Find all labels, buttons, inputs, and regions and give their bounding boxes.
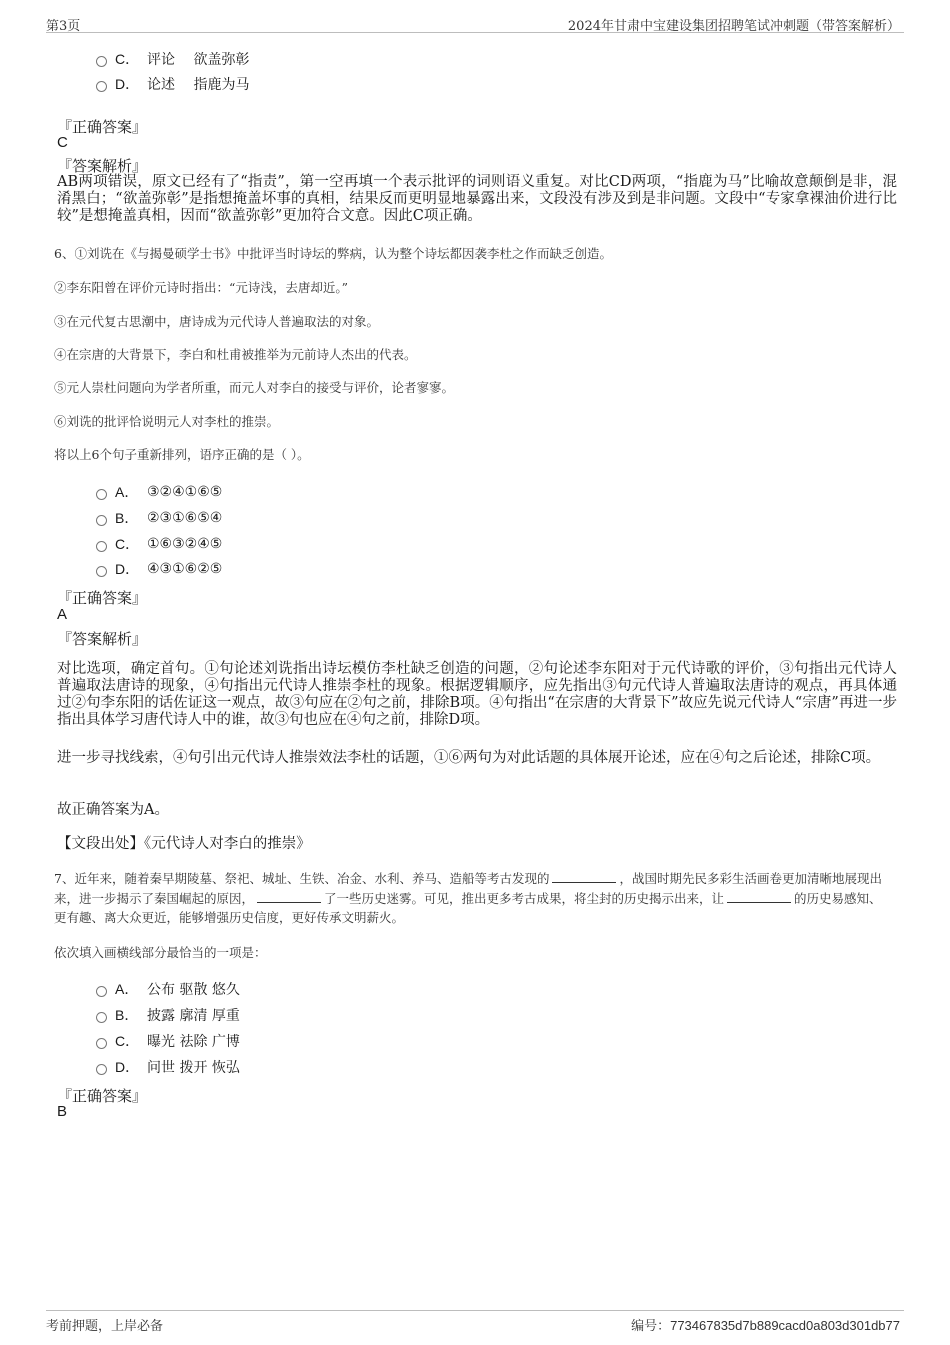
q6-analysis-1: 对比选项，确定首句。①句论述刘诜指出诗坛模仿李杜缺乏创造的问题，②句论述李东阳对于元代诗歌的评价，③句指出元代诗人普遍取法唐诗的现象，④句指出元代诗人推崇李杜的现象。根据逻辑顺序，应先指出③句元代诗人普遍取法唐诗的观点，再具体通过②句李东阳的话佐证这一观点，故③句应在②句之前，排除B项。④句指出“在宗唐的大背景下”故应先说元代诗人“宗唐”再进一步指出具体学习唐代诗人中的谁，故③句也应在④句之前，排除D项。: [57, 661, 897, 728]
radio-icon[interactable]: [96, 541, 107, 552]
q7-prompt: 依次填入画横线部分最恰当的一项是：: [54, 945, 267, 960]
radio-icon[interactable]: [96, 1012, 107, 1023]
footer-slogan: 考前押题，上岸必备: [46, 1319, 164, 1334]
fill-blank-2: [257, 890, 321, 903]
radio-icon[interactable]: [96, 489, 107, 500]
page-header: [46, 12, 904, 33]
q5-answer-label: 『正确答案』: [57, 118, 148, 136]
q6-sentence-5: ⑤元人崇杜问题向为学者所重，而元人对李白的接受与评价，论者寥寥。: [54, 380, 455, 395]
fill-blank-1: [552, 870, 616, 883]
q5-option-d[interactable]: D． 论述 指鹿为马: [96, 74, 249, 94]
q7-answer-label: 『正确答案』: [57, 1087, 148, 1105]
radio-icon[interactable]: [96, 1038, 107, 1049]
q7-option-a[interactable]: A． 公布 驱散 悠久: [96, 979, 240, 999]
radio-icon[interactable]: [96, 566, 107, 577]
q6-answer-label: 『正确答案』: [57, 589, 148, 607]
q7-option-b[interactable]: B． 披露 廓清 厚重: [96, 1005, 240, 1025]
q6-sentence-1: 6、①刘诜在《与揭曼硕学士书》中批评当时诗坛的弊病，认为整个诗坛都因袭李杜之作而缺乏创造。: [54, 246, 612, 261]
q6-answer: A: [57, 606, 68, 623]
q6-prompt: 将以上6个句子重新排列，语序正确的是（ ）。: [54, 447, 310, 462]
q5-option-c[interactable]: C． 评论 欲盖弥彰: [96, 49, 249, 69]
document-code: 编号：773467835d7b889cacd0a803d301db77: [631, 1318, 900, 1333]
q6-sentence-6: ⑥刘诜的批评恰说明元人对李杜的推崇。: [54, 414, 280, 429]
radio-icon[interactable]: [96, 515, 107, 526]
radio-icon[interactable]: [96, 1064, 107, 1075]
page-footer: [46, 1310, 904, 1334]
q7-option-c[interactable]: C． 曝光 祛除 广博: [96, 1031, 240, 1051]
fill-blank-3: [727, 890, 791, 903]
q6-option-d[interactable]: D． ④③①⑥②⑤: [96, 559, 222, 579]
radio-icon[interactable]: [96, 81, 107, 92]
q5-answer: C: [57, 134, 68, 151]
q5-analysis-label: 『答案解析』: [57, 157, 148, 175]
q5-analysis: AB两项错误，原文已经有了“指责”，第一空再填一个表示批评的词则语义重复。对比CD两项，“指鹿为马”比喻故意颠倒是非，混淆黑白；“欲盖弥彰”是指想掩盖坏事的真相，结果反而更明显地暴露出来，文段没有涉及到是非问题。文段中“专家拿裸油价进行比较”是想掩盖真相，因而“欲盖弥彰”更加符合文意。因此C项正确。: [57, 174, 897, 224]
q7-stem: 7、近年来，随着秦早期陵墓、祭祀、城址、生铁、冶金、水利、养马、造船等考古发现的 ，战国时期先民多彩生活画卷更加清晰地展现出来，进一步揭示了秦国崛起的原因， 了一些历史迷雾。可见，推出更多考古成果，将尘封的历史揭示出来，让 的历史易感知、更有趣、离大众更近，能够增强历史信度，更好传承文明薪火。: [54, 871, 882, 925]
q6-sentence-3: ③在元代复古思潮中，唐诗成为元代诗人普遍取法的对象。: [54, 314, 380, 329]
radio-icon[interactable]: [96, 986, 107, 997]
q7-answer: B: [57, 1103, 68, 1120]
radio-icon[interactable]: [96, 56, 107, 67]
q6-analysis-2: 进一步寻找线索，④句引出元代诗人推崇效法李杜的话题，①⑥两句为对此话题的具体展开论述，应在④句之后论述，排除C项。: [57, 750, 881, 766]
q6-sentence-2: ②李东阳曾在评价元诗时指出：“元诗浅，去唐却近。”: [54, 280, 349, 295]
document-title: 2024年甘肃中宝建设集团招聘笔试冲刺题（带答案解析）: [567, 19, 900, 34]
page-number: 第3页: [46, 19, 81, 34]
q6-source: 【文段出处】《元代诗人对李白的推崇》: [57, 836, 311, 852]
q6-sentence-4: ④在宗唐的大背景下，李白和杜甫被推举为元前诗人杰出的代表。: [54, 347, 417, 362]
q6-option-a[interactable]: A． ③②④①⑥⑤: [96, 482, 222, 502]
q6-analysis-3: 故正确答案为A。: [57, 802, 169, 818]
q6-option-c[interactable]: C． ①⑥③②④⑤: [96, 534, 222, 554]
q6-analysis-label: 『答案解析』: [57, 630, 148, 648]
q6-option-b[interactable]: B． ②③①⑥⑤④: [96, 508, 222, 528]
q7-option-d[interactable]: D． 问世 拨开 恢弘: [96, 1057, 240, 1077]
